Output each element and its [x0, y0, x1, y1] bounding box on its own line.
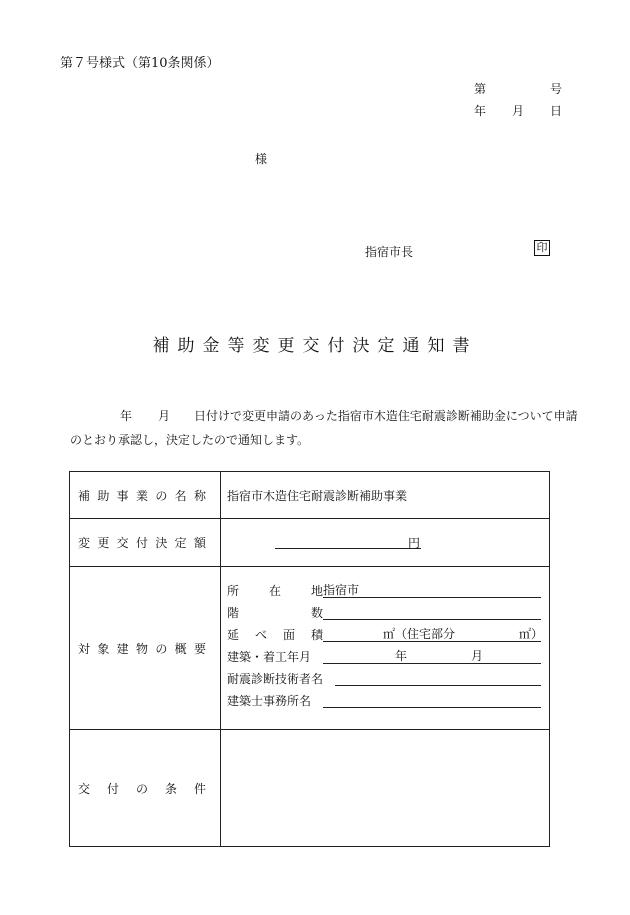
floor-area-unit1: ㎡（住宅部分	[383, 627, 456, 641]
date-day: 日	[549, 104, 562, 118]
business-name-label: 補 助 事 業 の 名 称	[78, 488, 206, 503]
notice-table	[69, 471, 550, 847]
architect-office-row	[227, 691, 311, 709]
change-amount-label-cell	[70, 519, 221, 567]
date-month: 月	[511, 104, 524, 118]
conditions-label: 交 付 の 条 件	[78, 781, 206, 796]
location-key: 所 在 地	[227, 584, 323, 598]
change-amount-cell[interactable]	[221, 519, 550, 567]
business-name-row	[70, 472, 550, 519]
issuer-name: 指宿市長	[365, 245, 414, 259]
change-amount-label: 変 更 交 付 決 定 額	[78, 536, 206, 550]
form-number-label: 第７号様式（第10条関係）	[60, 56, 220, 71]
business-name-label-cell	[70, 472, 221, 519]
amount-unit: 円	[408, 536, 421, 550]
document-date-line	[474, 102, 562, 119]
location-value: 指宿市	[323, 583, 360, 597]
number-suffix: 号	[549, 82, 562, 96]
diagnostician-field[interactable]	[335, 669, 541, 686]
conditions-row	[70, 730, 550, 847]
document-number-line	[474, 80, 562, 97]
floor-area-key: 延 べ 面 積	[227, 628, 323, 642]
body-date-year: 年	[120, 409, 133, 423]
building-overview-cell	[221, 567, 550, 730]
construction-field[interactable]	[323, 647, 541, 664]
floors-row	[227, 603, 323, 621]
change-amount-row	[70, 519, 550, 567]
floor-area-unit2: ㎡）	[519, 627, 544, 641]
floor-area-row	[227, 625, 323, 643]
number-prefix: 第	[474, 82, 487, 96]
floors-field[interactable]	[323, 603, 541, 620]
conditions-label-cell	[70, 730, 221, 847]
construction-month: 月	[471, 649, 484, 663]
construction-year: 年	[395, 649, 408, 663]
building-overview-label-cell	[70, 567, 221, 730]
diagnostician-row	[227, 669, 323, 687]
location-row	[227, 581, 323, 599]
notice-body	[70, 404, 580, 452]
seal-mark: 印	[534, 240, 550, 256]
architect-office-field[interactable]	[323, 691, 541, 708]
conditions-value-cell[interactable]	[221, 730, 550, 847]
diagnostician-key: 耐震診断技術者名	[227, 672, 324, 686]
business-name-value: 指宿市木造住宅耐震診断補助事業	[221, 472, 550, 519]
document-title: 補助金等変更交付決定通知書	[152, 336, 478, 356]
floor-area-field[interactable]	[323, 625, 544, 642]
architect-office-key: 建築士事務所名	[227, 694, 312, 708]
construction-key: 建築・着工年月	[227, 650, 312, 664]
construction-row	[227, 647, 311, 665]
location-field[interactable]	[323, 581, 541, 598]
building-overview-label: 対 象 建 物 の 概 要	[78, 641, 206, 656]
change-amount-field[interactable]	[275, 548, 421, 549]
body-text: 日付けで変更申請のあった指宿市木造住宅耐震診断補助金について申請のとおり承認し，決定したので通知します。	[70, 409, 578, 447]
floors-key: 階 数	[227, 606, 323, 620]
building-overview-row	[70, 567, 550, 730]
date-year: 年	[474, 104, 487, 118]
body-date-month: 月	[158, 409, 171, 423]
addressee-suffix: 様	[255, 152, 268, 166]
